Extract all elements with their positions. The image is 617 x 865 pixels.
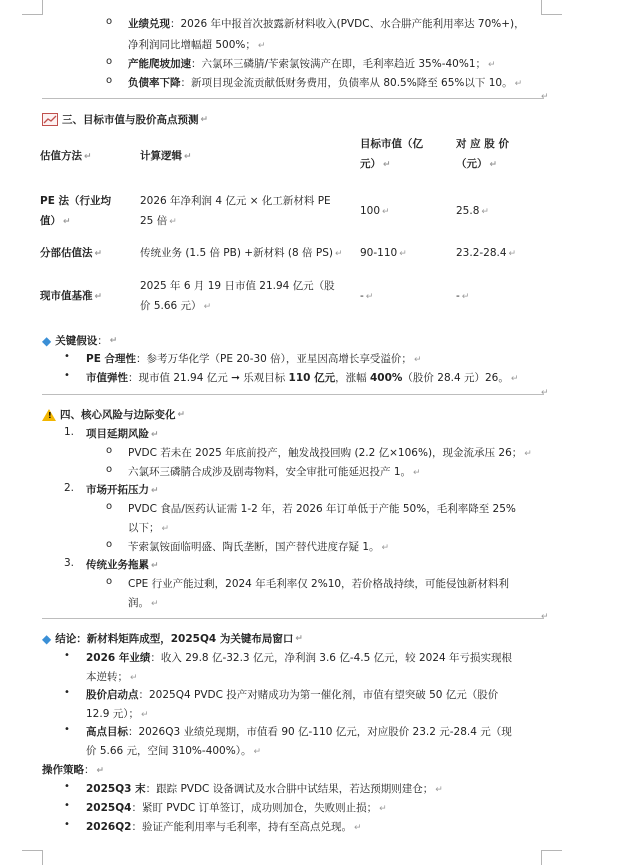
crop-mark-bottom-right [541,850,562,865]
ops-bullet-1: 2025Q3 末：跟踪 PVDC 设备调试及水合肼中试结果，若达预期则建仓； ↵ [86,783,443,795]
table-row: 分部估值法 ↵ 传统业务 (1.5 倍 PB) +新材料 (8 倍 PS) ↵ 90-110 ↵ 23.2-28.4 ↵ [40,247,517,259]
circle-bullet: o [106,445,113,456]
bullet: • [64,370,70,381]
bullet: • [64,650,70,661]
risk-title: 传统业务拖累 ↵ [86,559,159,571]
valuation-table [40,134,546,317]
circle-bullet: o [106,464,113,475]
risk-number: 2. [64,482,75,494]
divider-return: ↵ [541,612,549,622]
risk-sub-cont: 以下； ↵ [128,522,170,534]
circle-bullet: o [106,501,113,512]
conclusion-bullet-3: 高点目标：2026Q3 业绩兑现期，市值看 90 亿-110 亿元，对应股价 23.2 元-28.4 元（现 [86,726,512,738]
risk-number: 1. [64,426,75,438]
risk-sub: 六氯环三磷腈合成涉及剧毒物料，安全审批可能延迟投产 1。 ↵ [128,466,421,478]
divider [42,394,544,395]
section-4-heading: ! 四、核心风险与边际变化 ↵ [42,407,185,422]
crop-mark-top-right [541,0,562,15]
risk-sub: CPE 行业产能过剩，2024 年毛利率仅 2%10，若价格战持续，可能侵蚀新材料利 [128,578,510,590]
risk-sub-cont: 润。 ↵ [128,597,159,609]
conclusion-bullet-1: 2026 年业绩：收入 29.8 亿-32.3 亿元，净利润 3.6 亿-4.5 亿元，较 2024 年亏损实现根 [86,652,513,664]
risk-title: 项目延期风险 ↵ [86,428,159,440]
ops-bullet-3: 2026Q2：验证产能利用率与毛利率，持有至高点兑现。 ↵ [86,821,362,833]
risk-sub: PVDC 食品/医药认证需 1-2 年，若 2026 年订单低于产能 50%，毛利率降至 25% [128,503,516,515]
risk-sub: 苄索氯铵面临明盛、陶氏垄断，国产替代进度存疑 1。 ↵ [128,541,390,553]
table-header-row [40,134,546,175]
crop-mark-bottom-left [22,850,43,865]
circle-bullet: o [106,576,113,587]
bullet: • [64,351,70,362]
divider [42,618,544,619]
warning-icon: ! [42,409,56,421]
diamond-icon: ◆ [42,631,52,646]
key-bullet-1: PE 合理性：参考万华化学（PE 20-30 倍），亚星因高增长享受溢价； ↵ [86,353,422,365]
conclusion-heading: ◆ 结论：新材料矩阵成型，2025Q4 为关键布局窗口 ↵ [42,631,303,646]
table-row: 现市值基准 ↵ 2025 年 6 月 19 日市值 21.94 亿元（股 价 5.66 元） ↵ - ↵ - ↵ [40,280,470,312]
bullet: • [64,800,70,811]
key-assumptions-heading: ◆ 关键假设 ： ↵ [42,333,118,348]
header-cap: 目标市值（亿 元） ↵ [360,138,423,170]
conclusion-bullet-2-cont: 12.9 元）； ↵ [86,708,149,720]
diamond-icon: ◆ [42,333,52,348]
divider-return: ↵ [541,388,549,398]
header-logic: 计算逻辑 ↵ [140,150,192,162]
divider [42,98,544,99]
risk-title: 市场开拓压力 ↵ [86,484,159,496]
bullet: • [64,724,70,735]
circle-bullet: o [106,539,113,550]
risk-sub: PVDC 若未在 2025 年底前投产，触发战投回购 (2.2 亿×106%)，现金流承压 26； ↵ [128,447,532,459]
chart-up-icon [42,113,58,126]
table-row: PE 法（行业均 值） ↵ 2026 年净利润 4 亿元 × 化工新材料 PE 25 倍 ↵ 100 ↵ 25.8 ↵ [40,195,489,227]
conclusion-bullet-1-cont: 本逆转； ↵ [86,671,138,683]
bullet: • [64,687,70,698]
key-bullet-2: 市值弹性：现市值 21.94 亿元 ➞ 乐观目标 110 亿元，涨幅 400%（股价 28.4 元）26。 ↵ [86,372,519,384]
section-3-heading: 三、目标市值与股价高点预测 ↵ [42,112,208,127]
conclusion-bullet-2: 股价启动点：2025Q4 PVDC 投产对赌成功为第一催化剂，市值有望突破 50 亿元（股价 [86,689,499,701]
bullet: • [64,819,70,830]
s2-bullet-1-cont: 净利润同比增幅超 500%； ↵ [128,39,266,51]
s2-bullet-3: 负债率下降：新项目现金流贡献低财务费用，负债率从 80.5%降至 65%以下 10。 ↵ [128,77,523,89]
s2-bullet-2: 产能爬坡加速：六氯环三磷腈/苄索氯铵满产在即，毛利率趋近 35%-40%1； ↵ [128,58,496,70]
risk-number: 3. [64,557,75,569]
circle-bullet: o [106,75,113,86]
header-price: 对 应 股 价 （元） ↵ [456,138,509,170]
bullet: • [64,781,70,792]
divider-return: ↵ [541,92,549,102]
conclusion-bullet-3-cont: 价 5.66 元，空间 310%-400%）。 ↵ [86,745,262,757]
header-method: 估值方法 ↵ [40,150,92,162]
ops-bullet-2: 2025Q4：紧盯 PVDC 订单签订，成功则加仓，失败则止损； ↵ [86,802,387,814]
crop-mark-top-left [22,0,43,15]
circle-bullet: o [106,16,113,27]
circle-bullet: o [106,56,113,67]
s2-bullet-1: 业绩兑现：2026 年中报首次披露新材料收入(PVDC、水合肼产能利用率达 70%+)， [128,18,525,30]
ops-heading: 操作策略： ↵ [42,764,105,776]
